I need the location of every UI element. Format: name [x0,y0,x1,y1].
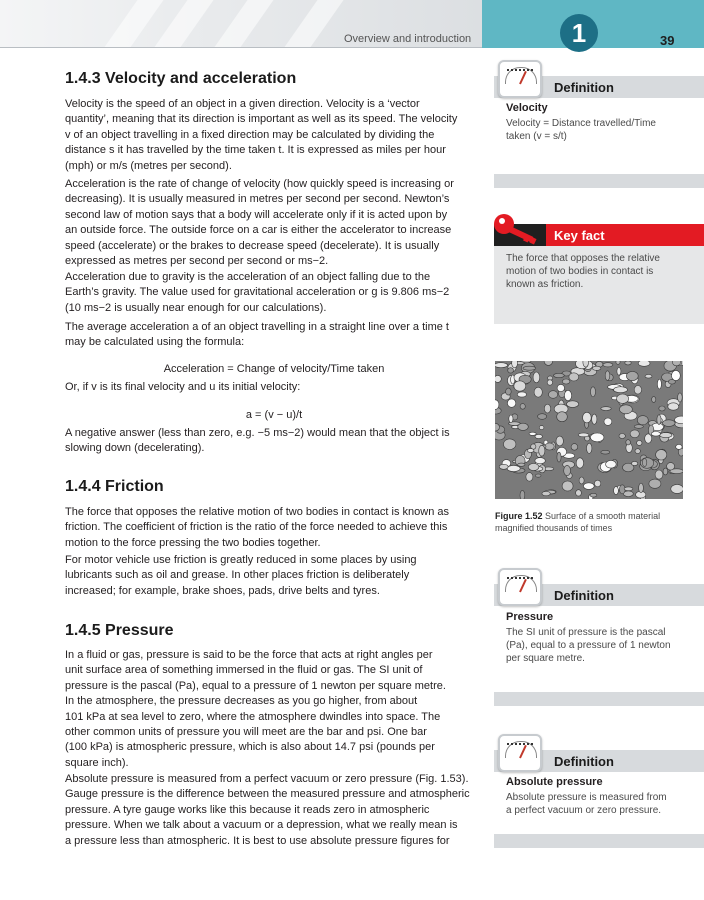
micrograph-particle [616,361,620,364]
micrograph-particle [619,434,625,439]
micrograph-particle [523,366,536,370]
micrograph-particle [507,465,520,471]
micrograph-particle [583,361,589,367]
definition-text: Absolute pressure is measured from a perfect vacuum or zero pressure. [506,792,667,816]
figure-caption: Figure 1.52 Surface of a smooth material magnified thousands of times [495,511,661,533]
definition-title: Definition [554,80,614,95]
micrograph-particle [528,464,539,471]
micrograph-particle [520,490,525,499]
micrograph-particle [520,404,525,410]
micrograph-particle [578,433,589,437]
micrograph-particle [663,420,676,427]
micrograph-particle [583,412,592,423]
formula-a: a = (v − u)/t [245,409,303,421]
micrograph-particle [571,444,578,451]
micrograph-particle [592,366,601,370]
section-heading-pressure: 1.4.5 Pressure [65,622,174,639]
micrograph-particle [663,468,668,475]
paragraph-lubricants: For motor vehicle use friction is greatly reduced in some places by using lubricants such as oil and grease. In other places friction is deliberately increased; for example, brake shoes, pads, drive belts and tyres. [65,554,417,597]
definition-text: Velocity = Distance travelled/Time taken (v = s/t) [506,118,656,142]
paragraph-friction: The force that opposes the relative motion of two bodies in contact is known as friction. The coefficient of friction is the ratio of the force needed to achieve this motion to the force pressing the two bodies together. [65,506,449,549]
micrograph-particle [506,388,512,395]
micrograph-particle [576,490,582,496]
micrograph-particle [604,418,612,425]
micrograph-particle [557,412,568,422]
micrograph-particle [518,463,525,466]
micrograph-particle [645,375,652,379]
key-fact-text: The force that opposes the relative motion of two bodies in contact is known as friction. [506,253,660,290]
micrograph-particle [639,483,644,492]
key-icon [492,210,542,250]
definition-term: Velocity [506,102,548,114]
micrograph-particle [660,433,672,438]
micrograph-particle [601,407,611,411]
micrograph-particle [678,393,683,402]
micrograph-particle [534,387,542,397]
micrograph-particle [657,415,661,425]
micrograph-particle [605,371,610,381]
micrograph-particle [614,387,628,393]
micrograph-particle [606,461,617,469]
micrograph-particle [671,484,683,493]
micrograph-particle [535,474,541,477]
micrograph-particle [495,363,508,368]
micrograph-particle [649,479,661,488]
micrograph-particle [499,464,508,469]
micrograph-particle [656,450,667,460]
micrograph-particle [579,477,584,484]
micrograph-particle [630,430,639,438]
micrograph-particle [507,399,515,407]
chapter-number: 1 [560,14,598,52]
running-header: Overview and introduction [344,33,472,45]
header-divider [0,47,482,48]
micrograph-particle [642,458,646,466]
micrograph-particle [542,491,550,495]
micrograph-particle [634,425,643,429]
micrograph-particle [526,473,533,482]
definition-title: Definition [554,588,614,603]
gauge-icon [498,734,542,772]
micrograph-particle [655,470,663,479]
definition-bottom-bar [494,834,704,848]
micrograph-particle [659,406,665,411]
micrograph-particle [504,439,516,450]
micrograph-particle [637,440,642,445]
gauge-icon [498,60,542,98]
micrograph-particle [517,392,526,397]
paragraph-pressure: In a fluid or gas, pressure is said to be the force that acts at right angles per unit surface area of something immersed in the fluid or gas. The SI unit of pressure is the pascal (Pa), equal to a pressure of 1 newton per square metre. In the atmosphere, the pressure decreases as you go higher, from about 101 kPa at sea level to zero, where the atmosphere dwindles into space. The other common units of pressure you will meet are the bar and psi. One bar (100 kPa) is atmospheric pressure, which is also about 14.7 psi (pounds per square inch). [65,649,446,769]
micrograph-particle [625,361,631,365]
micrograph-particle [509,415,513,423]
micrograph-particle [518,423,529,430]
micrograph-particle [620,405,633,414]
micrograph-particle [634,386,641,395]
definition-bottom-bar [494,692,704,706]
paragraph-negative: A negative answer (less than zero, e.g. −5 ms−2) would mean that the object is slowing down (decelerating). [65,427,450,455]
micrograph-particle [508,368,514,373]
micrograph-particle [617,394,629,403]
micrograph-particle [583,483,594,490]
micrograph-particle [564,390,571,400]
micrograph-particle [495,375,501,382]
section-heading-velocity: 1.4.3 Velocity and acceleration [65,70,297,87]
micrograph-particle [562,481,573,491]
micrograph-particle [547,380,552,385]
micrograph-particle [667,463,675,470]
micrograph-particle [591,387,596,397]
figure-microscope-image [495,361,683,499]
formula-acceleration: Acceleration = Change of velocity/Time taken [163,363,385,375]
micrograph-particle [587,443,592,453]
micrograph-particle [529,432,536,435]
micrograph-particle [591,433,604,442]
key-fact-title: Key fact [554,228,605,243]
micrograph-particle [544,404,550,413]
micrograph-particle [539,426,544,430]
micrograph-particle [557,384,564,391]
micrograph-particle [554,373,565,377]
micrograph-particle [576,458,583,468]
micrograph-particle [594,480,600,487]
micrograph-particle [592,414,597,424]
paragraph-absolute-pressure: Absolute pressure is measured from a perfect vacuum or zero pressure (Fig. 1.53). Gauge pressure is the difference between the measured pressure and atmospheric pressure. A tyre gauge works like this because it reads zero in atmospheric pressure. When we talk about a vacuum or a depression, what we really mean is a pressure less than atmospheric. It is best to use absolute pressure figures for [65,773,470,847]
micrograph-particle [672,361,680,366]
definition-term: Absolute pressure [506,776,603,788]
paragraph-acceleration: Acceleration is the rate of change of velocity (how quickly speed is increasing or decreasing). It is usually measured in metres per second per second. Newton’s second law of motion says that a body will accelerate only if it is acted upon by an outside force. The outside force on a car is either the accelerator to increase speed (accelerate) or the brakes to decrease speed (decelerate). It is usually expressed as metres per second per second or ms−2. [65,178,454,268]
micrograph-particle [539,445,545,456]
micrograph-particle [652,397,656,403]
gauge-icon [498,568,542,606]
micrograph-particle [556,436,563,446]
micrograph-particle [533,372,540,383]
micrograph-particle [590,493,597,497]
micrograph-particle [657,379,661,389]
micrograph-particle [557,452,561,462]
micrograph-particle [624,487,633,491]
micrograph-particle [601,450,610,454]
micrograph-particle [672,370,681,380]
micrograph-particle [603,363,613,367]
micrograph-particle [567,401,579,408]
page-number: 39 [660,33,675,48]
micrograph-particle [632,461,638,465]
micrograph-particle [676,444,682,449]
micrograph-particle [638,361,650,366]
definition-bottom-bar [494,174,704,188]
micrograph-particle [617,368,621,376]
micrograph-particle [569,373,579,381]
micrograph-particle [512,361,518,368]
definition-text: The SI unit of pressure is the pascal (Pa), equal to a pressure of 1 newton per square metre. [506,627,671,664]
micrograph-particle [538,414,547,420]
micrograph-particle [564,466,571,476]
micrograph-particle [614,487,619,495]
micrograph-particle [562,379,570,384]
paragraph-final-velocity: Or, if v is its final velocity and u its initial velocity: [65,381,301,393]
definition-term: Pressure [506,611,554,623]
micrograph-particle [626,440,631,445]
micrograph-particle [651,432,660,437]
definition-title: Definition [554,754,614,769]
micrograph-particle [635,449,640,454]
micrograph-particle [527,449,534,453]
paragraph-velocity: Velocity is the speed of an object in a given direction. Velocity is a ‘vector quantity’, meaning that its direction is important as well as its speed. The velocity v of an object travelling in a fixed direction may be calculated by dividing the distance s it has travelled by the time taken t. It is expressed as miles per hour (mph) or m/s (metres per second). [65,98,458,172]
paragraph-average-acceleration: The average acceleration a of an object travelling in a straight line over a time t may be calculated using the formula: [65,321,449,349]
micrograph-particle [549,391,558,399]
section-heading-friction: 1.4.4 Friction [65,478,164,495]
micrograph-particle [514,381,526,391]
micrograph-particle [668,403,679,410]
micrograph-particle [637,416,648,425]
micrograph-particle [626,371,638,380]
paragraph-gravity: Acceleration due to gravity is the acceleration of an object falling due to the Earth’s gravity. The value used for gravitational acceleration or g is 9.806 ms−2 (10 ms−2 is usually near enough for our calculations). [65,271,450,314]
micrograph-particle [535,434,542,438]
micrograph-particle [535,458,545,464]
